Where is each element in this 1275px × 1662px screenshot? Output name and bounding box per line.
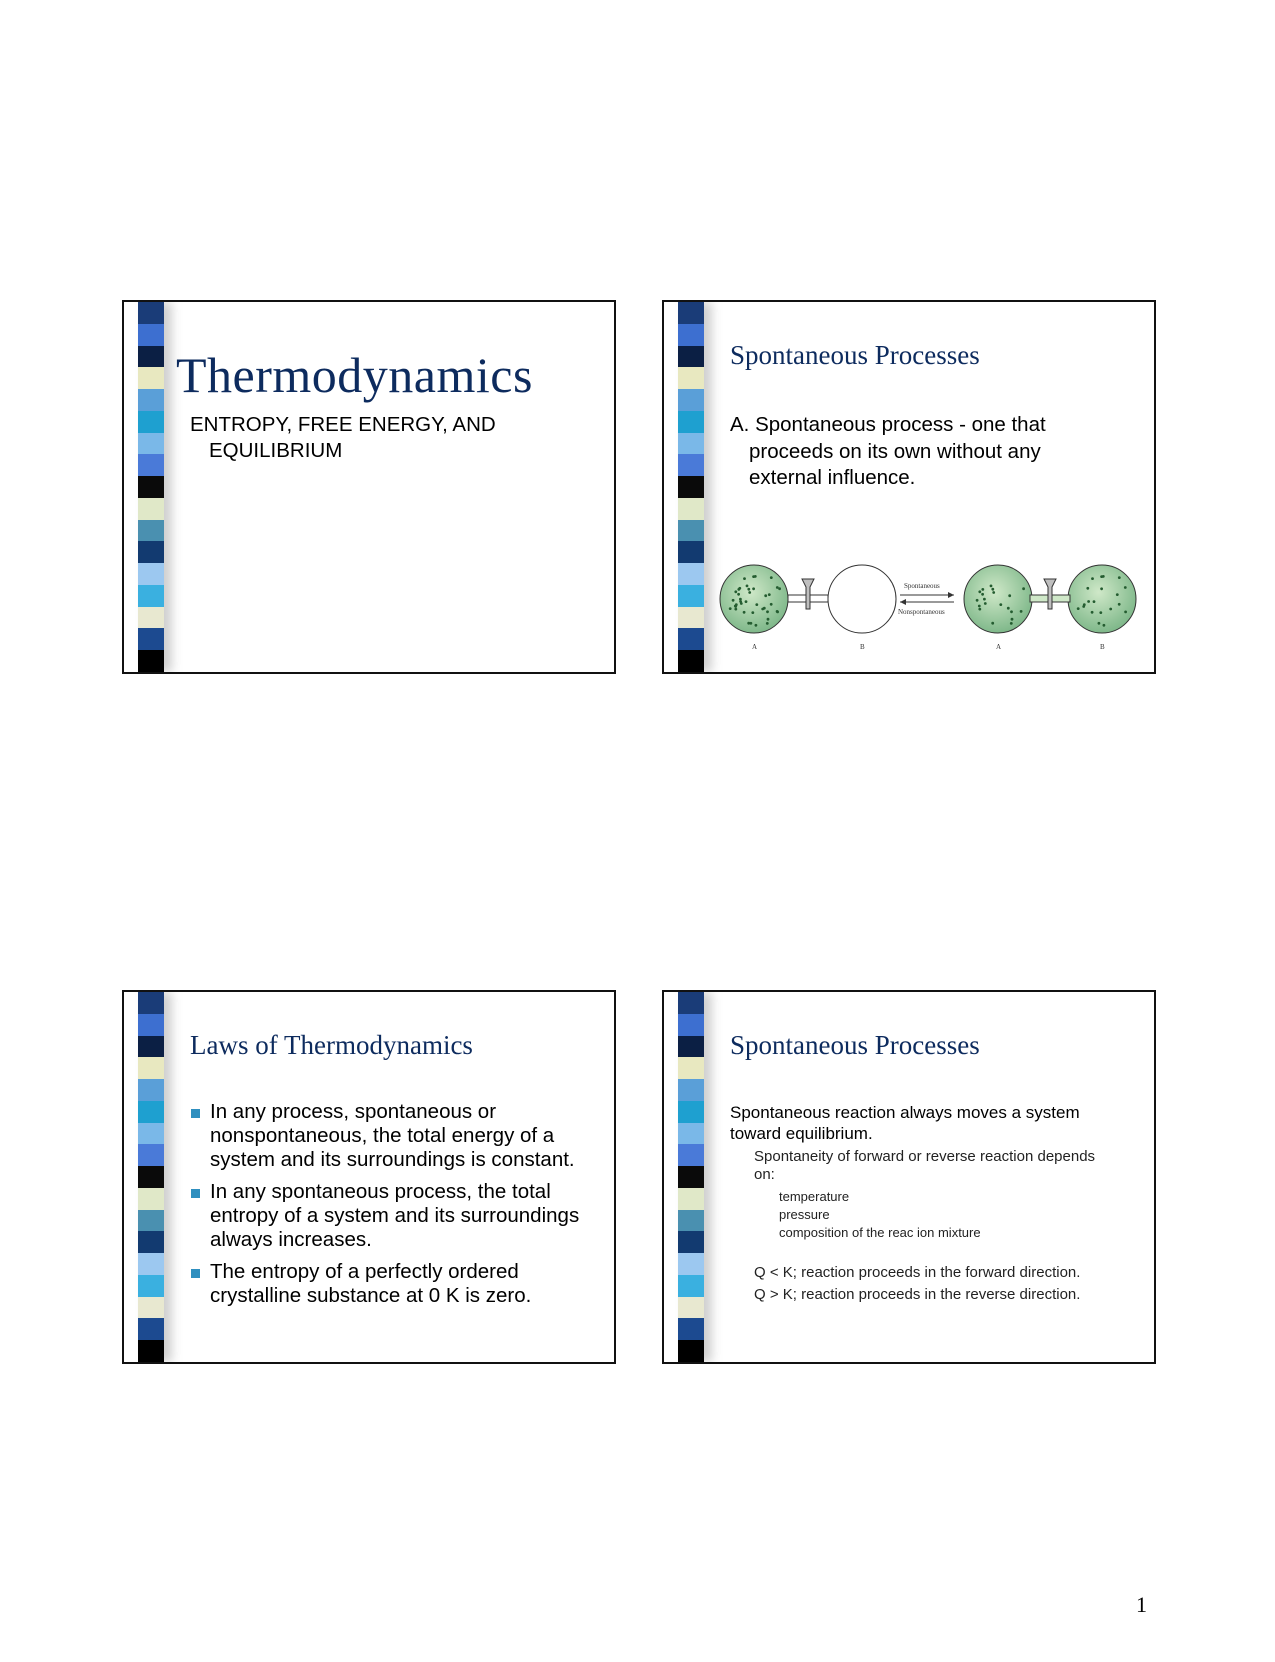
gas-particle — [1020, 610, 1023, 613]
stripe-segment — [138, 476, 164, 498]
gas-particle — [734, 590, 737, 593]
list-item: composition of the reac ion mixture — [779, 1225, 981, 1240]
list-item: The entropy of a perfectly ordered crystalline substance at 0 K is zero. — [190, 1260, 600, 1308]
gas-particle — [1010, 622, 1013, 625]
gas-particle — [767, 618, 770, 621]
flask-label: A — [996, 643, 1002, 651]
stripe-segment — [138, 1036, 164, 1058]
slide-title: Spontaneous Processes — [730, 340, 980, 370]
stripe-segment — [138, 607, 164, 629]
stripe-segment — [138, 1188, 164, 1210]
stripe-segment — [678, 1275, 704, 1297]
text-line: proceeds on its own without any — [749, 439, 1041, 463]
stripe-segment — [678, 1014, 704, 1036]
gas-particle — [729, 607, 732, 610]
stripe-segment — [678, 411, 704, 433]
gas-particle — [1118, 576, 1121, 579]
gas-particle — [776, 611, 779, 614]
text-line: toward equilibrium. — [730, 1124, 873, 1143]
stripe-segment — [678, 324, 704, 346]
stripe-segment — [138, 1057, 164, 1079]
gas-particle — [755, 624, 758, 627]
gas-particle — [764, 594, 767, 597]
stripe-segment — [138, 563, 164, 585]
stripe-segment — [138, 1123, 164, 1145]
stripe-segment — [138, 1340, 164, 1362]
law-list — [190, 1100, 600, 1316]
stripe-segment — [678, 520, 704, 542]
slide-subtitle — [190, 412, 496, 464]
stripe-segment — [138, 1253, 164, 1275]
gas-particle — [750, 622, 753, 625]
arrow-label-reverse: Nonspontaneous — [898, 608, 945, 616]
gas-particle — [1086, 587, 1089, 590]
stripe-segment — [138, 1166, 164, 1188]
gas-particle — [984, 602, 987, 605]
arrow-label-forward: Spontaneous — [904, 582, 940, 590]
list-item: temperature — [779, 1189, 850, 1204]
gas-particle — [991, 588, 994, 591]
stripe-segment — [138, 992, 164, 1014]
gas-particle — [748, 591, 751, 594]
flask-b-half — [1068, 565, 1136, 633]
stripe-segment — [138, 367, 164, 389]
gas-particle — [755, 603, 758, 606]
sub-text — [754, 1148, 1095, 1184]
gas-particle — [776, 586, 779, 589]
gas-particle — [1022, 587, 1025, 590]
stripe-segment — [678, 1210, 704, 1232]
stripe-segment — [678, 1188, 704, 1210]
gas-particle — [743, 611, 746, 614]
gas-particle — [1118, 603, 1121, 606]
gas-particle — [1099, 611, 1102, 614]
lead-text — [730, 1102, 1080, 1144]
gas-particle — [1008, 594, 1011, 597]
gas-particle — [770, 576, 773, 579]
gas-particle — [978, 608, 981, 611]
gas-particle — [983, 598, 986, 601]
gas-particle — [761, 608, 764, 611]
gas-particle — [732, 599, 735, 602]
stripe-segment — [138, 541, 164, 563]
stripe-segment — [138, 1014, 164, 1036]
gas-particle — [770, 603, 773, 606]
stripe-segment — [678, 1297, 704, 1319]
valve-icon — [802, 579, 814, 609]
stripe-segment — [138, 433, 164, 455]
gas-particle — [743, 577, 746, 580]
factor-list — [779, 1188, 981, 1242]
list-item: In any spontaneous process, the total entropy of a system and its surroundings always increases. — [190, 1180, 600, 1252]
gas-particle — [978, 590, 981, 593]
stripe-segment — [678, 1079, 704, 1101]
stripe-segment — [138, 302, 164, 324]
page-number: 1 — [1136, 1592, 1147, 1617]
stripe-segment — [678, 1318, 704, 1340]
gas-particle — [1007, 607, 1010, 610]
slide-stripe — [138, 992, 164, 1362]
text-line: on: — [754, 1166, 775, 1183]
stripe-segment — [138, 628, 164, 650]
stripe-segment — [678, 992, 704, 1014]
stripe-segment — [678, 433, 704, 455]
stripe-segment — [138, 1144, 164, 1166]
gas-particle — [1087, 600, 1090, 603]
stripe-segment — [678, 650, 704, 672]
gas-particle — [737, 593, 740, 596]
gas-particle — [747, 588, 750, 591]
gas-particle — [981, 588, 984, 591]
subtitle-line: EQUILIBRIUM — [209, 439, 343, 462]
stripe-segment — [138, 520, 164, 542]
slide-text — [730, 412, 1046, 492]
stripe-segment — [678, 1144, 704, 1166]
gas-particle — [1083, 603, 1086, 606]
slide-title: Thermodynamics — [176, 347, 533, 403]
list-item: In any process, spontaneous or nonspontaneous, the total energy of a system and its surroundings is constant. — [190, 1100, 600, 1172]
gas-particle — [1011, 618, 1014, 621]
gas-particle — [746, 585, 749, 588]
subtitle-line: ENTROPY, FREE ENERGY, AND — [190, 413, 496, 436]
gas-particle — [766, 610, 769, 613]
flask-label: B — [1100, 643, 1105, 651]
gas-particle — [768, 593, 771, 596]
gas-particle — [735, 603, 738, 606]
q-rules — [754, 1262, 1080, 1306]
stripe-segment — [138, 585, 164, 607]
text-line: Spontaneity of forward or reverse reaction depends — [754, 1148, 1096, 1165]
slide-4 — [662, 990, 1156, 1364]
stripe-segment — [678, 1036, 704, 1058]
forward-arrowhead — [948, 592, 954, 598]
text-line: Q > K; reaction proceeds in the reverse direction. — [754, 1286, 1081, 1303]
text-line: A. Spontaneous process - one that — [730, 413, 1046, 436]
stripe-segment — [678, 498, 704, 520]
valve-icon — [1044, 579, 1056, 609]
stripe-segment — [678, 1231, 704, 1253]
stripe-segment — [138, 454, 164, 476]
stripe-segment — [138, 1231, 164, 1253]
stripe-segment — [138, 1318, 164, 1340]
gas-particle — [1124, 611, 1127, 614]
gas-particle — [1100, 587, 1103, 590]
stripe-segment — [678, 1123, 704, 1145]
slide-1 — [122, 300, 616, 674]
flask-label: B — [860, 643, 865, 651]
gas-particle — [990, 585, 993, 588]
gas-particle — [1093, 600, 1096, 603]
stripe-segment — [678, 302, 704, 324]
gas-particle — [991, 622, 994, 625]
slide-stripe — [678, 992, 704, 1362]
stripe-segment — [678, 1166, 704, 1188]
gas-particle — [978, 605, 981, 608]
stripe-segment — [138, 324, 164, 346]
stripe-segment — [678, 1253, 704, 1275]
stripe-segment — [138, 1275, 164, 1297]
stripe-segment — [678, 1340, 704, 1362]
slide-title: Spontaneous Processes — [730, 1030, 980, 1060]
gas-particle — [1124, 586, 1127, 589]
stripe-segment — [138, 411, 164, 433]
gas-particle — [1091, 611, 1094, 614]
gas-particle — [739, 600, 742, 603]
text-line: Spontaneous reaction always moves a system — [730, 1103, 1080, 1122]
flask-a-full — [720, 565, 788, 633]
stripe-segment — [138, 389, 164, 411]
gas-particle — [1109, 608, 1112, 611]
gas-particle — [976, 599, 979, 602]
stripe-segment — [678, 367, 704, 389]
gas-particle — [1103, 624, 1106, 627]
stripe-segment — [678, 454, 704, 476]
gas-particle — [752, 575, 755, 578]
slide-stripe — [138, 302, 164, 672]
stripe-segment — [138, 650, 164, 672]
gas-particle — [1100, 575, 1103, 578]
slide-3 — [122, 990, 616, 1364]
list-item: pressure — [779, 1207, 830, 1222]
gas-particle — [1077, 607, 1080, 610]
stripe-segment — [678, 541, 704, 563]
flask-b-empty — [828, 565, 896, 633]
stripe-segment — [678, 628, 704, 650]
gas-particle — [1098, 622, 1101, 625]
stripe-segment — [678, 389, 704, 411]
stripe-segment — [138, 1101, 164, 1123]
stripe-segment — [678, 476, 704, 498]
gas-particle — [738, 587, 741, 590]
slide-2 — [662, 300, 1156, 674]
stripe-segment — [678, 585, 704, 607]
gas-particle — [734, 608, 737, 611]
gas-particle — [1116, 593, 1119, 596]
slide-stripe — [678, 302, 704, 672]
text-line: Q < K; reaction proceeds in the forward direction. — [754, 1264, 1081, 1281]
gas-particle — [739, 598, 742, 601]
gas-particle — [766, 622, 769, 625]
stripe-segment — [678, 563, 704, 585]
flask-a-half — [964, 565, 1032, 633]
reverse-arrowhead — [900, 599, 906, 605]
text-line: external influence. — [749, 466, 916, 489]
gas-particle — [745, 600, 748, 603]
stripe-segment — [138, 1297, 164, 1319]
stripe-segment — [678, 346, 704, 368]
stripe-segment — [138, 346, 164, 368]
gas-expansion-figure — [718, 557, 1138, 657]
stripe-segment — [138, 1210, 164, 1232]
stripe-segment — [678, 607, 704, 629]
gas-particle — [992, 591, 995, 594]
slide-title: Laws of Thermodynamics — [190, 1030, 473, 1060]
stripe-segment — [138, 498, 164, 520]
stripe-segment — [138, 1079, 164, 1101]
gas-particle — [999, 603, 1002, 606]
stripe-segment — [678, 1057, 704, 1079]
gas-particle — [752, 587, 755, 590]
gas-particle — [1010, 610, 1013, 613]
gas-particle — [1091, 577, 1094, 580]
flask-label: A — [752, 643, 758, 651]
stripe-segment — [678, 1101, 704, 1123]
gas-particle — [981, 593, 984, 596]
gas-particle — [751, 611, 754, 614]
